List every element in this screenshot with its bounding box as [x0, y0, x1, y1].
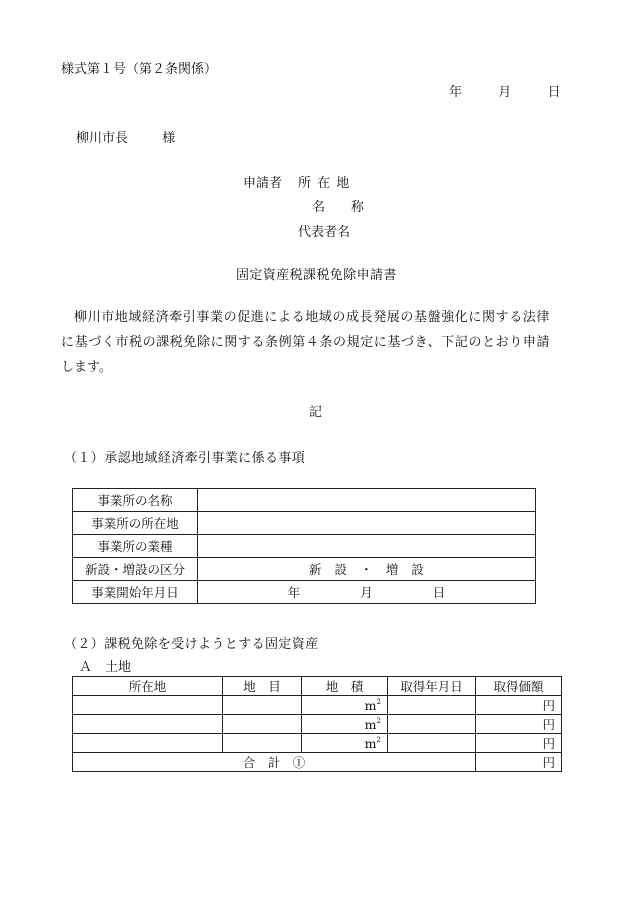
table-row	[73, 512, 536, 535]
document-title: 固定資産税課税免除申請書	[236, 268, 397, 283]
section1-heading: （１）承認地域経済牽引事業に係る事項	[64, 451, 306, 466]
row-label: 事業所の所在地	[73, 512, 198, 535]
start-month: 月	[360, 585, 373, 600]
location-cell[interactable]	[73, 734, 223, 753]
date-month: 月	[498, 85, 512, 100]
area-unit: m	[364, 697, 377, 713]
total-label: 合 計 ①	[73, 753, 476, 772]
addressee-honorific: 様	[162, 131, 176, 146]
area-cell[interactable]	[302, 715, 388, 734]
land-table	[72, 676, 562, 772]
currency-unit: 円	[542, 717, 555, 732]
column-header: 地 積	[302, 677, 388, 696]
area-unit: m	[364, 735, 377, 751]
row-label: 事業開始年月日	[73, 581, 198, 604]
date-year: 年	[449, 85, 463, 100]
acquisition-price-cell[interactable]	[476, 715, 562, 734]
row-label: 事業所の業種	[73, 535, 198, 558]
area-cell[interactable]	[302, 734, 388, 753]
business-address-field[interactable]	[198, 512, 536, 535]
table-header-row	[73, 677, 562, 696]
column-header: 地 目	[223, 677, 302, 696]
addressee	[76, 127, 175, 146]
currency-unit: 円	[542, 698, 555, 713]
business-start-date-field[interactable]	[198, 581, 536, 604]
date-day: 日	[547, 85, 561, 100]
applicant-address-label: 所 在 地	[298, 176, 351, 191]
table-row	[73, 489, 536, 512]
column-header: 取得価額	[476, 677, 562, 696]
currency-unit: 円	[542, 736, 555, 751]
area-unit-sup: 2	[376, 735, 381, 744]
business-name-field[interactable]	[198, 489, 536, 512]
land-category-cell[interactable]	[223, 696, 302, 715]
table-row	[73, 734, 562, 753]
business-info-table	[72, 488, 536, 604]
area-cell[interactable]	[302, 696, 388, 715]
column-header: 取得年月日	[388, 677, 476, 696]
table-row	[73, 535, 536, 558]
applicant-name-label: 名 称	[312, 200, 365, 215]
acquisition-date-cell[interactable]	[388, 715, 476, 734]
body-line: に基づく市税の課税免除に関する条例第４条の規定に基づき、下記のとおり申請	[61, 335, 551, 350]
section2-heading: （２）課税免除を受けようとする固定資産	[64, 637, 319, 652]
acquisition-price-cell[interactable]	[476, 696, 562, 715]
table-row	[73, 715, 562, 734]
acquisition-date-cell[interactable]	[388, 696, 476, 715]
start-day: 日	[432, 585, 446, 600]
currency-unit: 円	[542, 755, 555, 770]
new-or-expansion-field[interactable]: 新 設 ・ 増 設	[198, 558, 536, 581]
land-subheading: Ａ 土地	[79, 660, 132, 675]
ki-heading: 記	[309, 405, 323, 420]
location-cell[interactable]	[73, 696, 223, 715]
land-category-cell[interactable]	[223, 715, 302, 734]
row-label: 事業所の名称	[73, 489, 198, 512]
row-label: 新設・増設の区分	[73, 558, 198, 581]
table-row	[73, 558, 536, 581]
acquisition-price-cell[interactable]	[476, 734, 562, 753]
acquisition-date-cell[interactable]	[388, 734, 476, 753]
land-category-cell[interactable]	[223, 734, 302, 753]
total-row	[73, 753, 562, 772]
form-number: 様式第１号（第２条関係）	[61, 62, 218, 77]
location-cell[interactable]	[73, 715, 223, 734]
start-year: 年	[287, 585, 301, 600]
area-unit-sup: 2	[376, 697, 381, 706]
business-industry-field[interactable]	[198, 535, 536, 558]
addressee-name: 柳川市長	[76, 131, 129, 146]
table-row	[73, 581, 536, 604]
applicant-representative-label: 代表者名	[298, 225, 351, 240]
body-line: 柳川市地域経済牽引事業の促進による地域の成長発展の基盤強化に関する法律	[74, 310, 551, 325]
column-header: 所在地	[73, 677, 223, 696]
body-line: します。	[61, 360, 112, 375]
area-unit: m	[364, 716, 377, 732]
table-row	[73, 696, 562, 715]
date-line	[449, 81, 561, 100]
total-price-cell[interactable]	[476, 753, 562, 772]
area-unit-sup: 2	[376, 716, 381, 725]
applicant-label: 申請者	[243, 176, 283, 191]
